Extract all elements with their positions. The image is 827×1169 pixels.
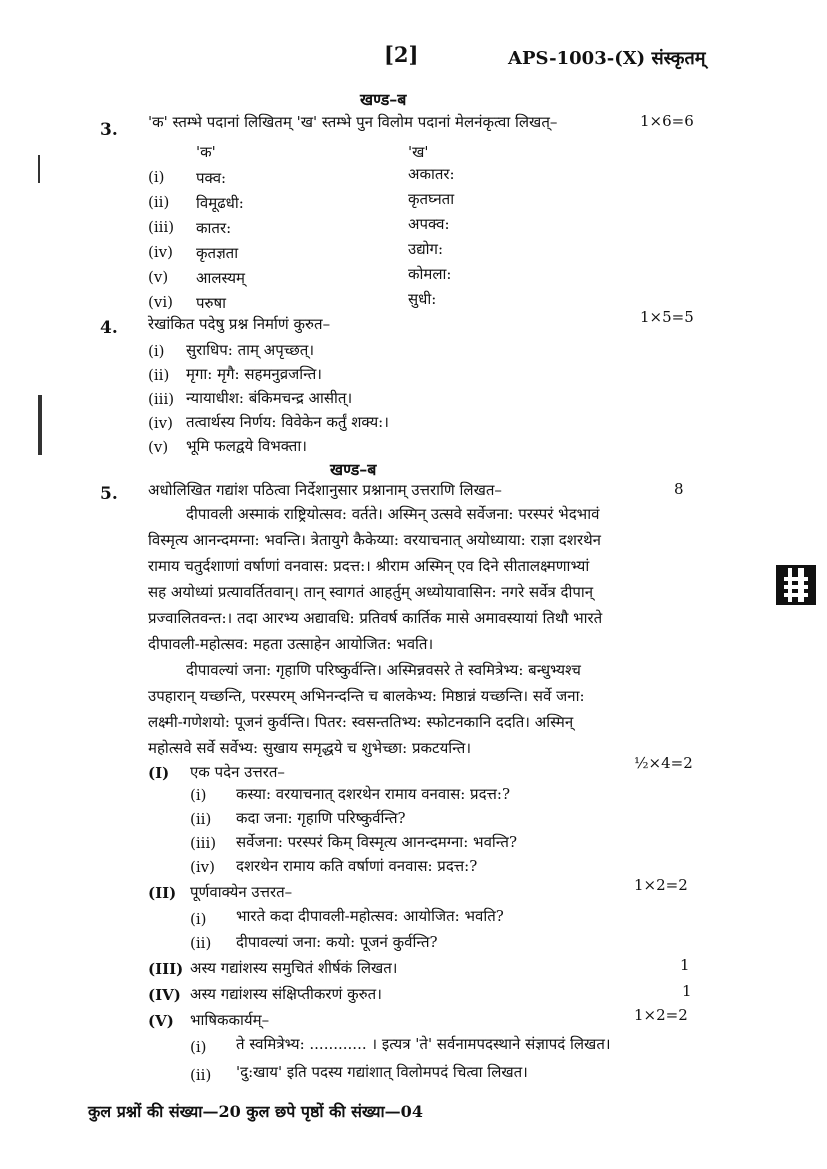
q5-part1-item-num: (iii) — [190, 834, 217, 852]
section-heading-2: खण्ड–ब — [330, 460, 377, 479]
q3-row-num: (v) — [148, 268, 169, 286]
q5-part5-item-text: 'दु:खाय' इति पदस्य गद्यांशात् विलोमपदं चित्वा लिखत। — [236, 1063, 528, 1081]
scan-artifact — [38, 395, 42, 455]
q3-row-a: कातर: — [196, 219, 232, 237]
q5-part1-item-num: (i) — [190, 786, 207, 804]
passage-line: दीपावल्यां जना: गृहाणि परिष्कुर्वन्ति। अस्मिन्नवसरे ते स्वमित्रेभ्य: बन्धुभ्यश्च — [186, 661, 581, 679]
q5-part1-item-text: सर्वेजना: परस्परं किम् विस्मृत्य आनन्दमग्ना: भवन्ति? — [236, 833, 518, 851]
q5-part5-item-num: (ii) — [190, 1066, 212, 1084]
q5-part2-item-num: (i) — [190, 910, 207, 928]
q5-part2-item-text: दीपावल्यां जना: कयो: पूजनं कुर्वन्ति? — [236, 933, 438, 951]
q4-item-text: तत्वार्थस्य निर्णय: विवेकेन कर्तुं शक्य:। — [186, 413, 389, 431]
paper-code: APS-1003-(X) संस्कृतम् — [508, 48, 706, 69]
q5-part3-title: अस्य गद्यांशस्य समुचितं शीर्षकं लिखत। — [190, 959, 398, 977]
q3-marks: 1×6=6 — [640, 112, 694, 130]
q3-row-b: कोमला: — [408, 265, 452, 283]
q3-row-b: उद्योग: — [408, 240, 444, 258]
q3-row-b: कृतघ्नता — [408, 190, 455, 208]
q5-part2-marks: 1×2=2 — [634, 876, 688, 894]
q5-part4-num: (IV) — [148, 986, 181, 1004]
q5-marks: 8 — [674, 480, 684, 498]
q4-text: रेखांकित पदेषु प्रश्न निर्माणं कुरुत– — [148, 315, 331, 333]
q4-item-num: (iv) — [148, 414, 173, 432]
q5-part1-item-num: (iv) — [190, 858, 215, 876]
q3-column-a-label: 'क' — [196, 143, 216, 161]
q4-item-text: मृगा: मृगै: सहमनुव्रजन्ति। — [186, 365, 322, 383]
q4-item-num: (i) — [148, 342, 165, 360]
q5-part2-item-text: भारते कदा दीपावली-महोत्सव: आयोजित: भवति? — [236, 907, 504, 925]
q4-item-text: सुराधिप: ताम् अपृच्छत्। — [186, 341, 315, 359]
q3-row-a: पक्व: — [196, 169, 227, 187]
qr-code-icon — [776, 565, 816, 605]
q3-row-b: अकातर: — [408, 165, 455, 183]
q5-part1-item-text: कदा जना: गृहाणि परिष्कुर्वन्ति? — [236, 809, 406, 827]
q4-marks: 1×5=5 — [640, 308, 694, 326]
q5-part5-item-text: ते स्वमित्रेभ्य: ............ । इत्यत्र 'ते' सर्वनामपदस्थाने संज्ञापदं लिखत। — [236, 1035, 611, 1053]
q3-row-a: आलस्यम् — [196, 269, 246, 287]
passage-line: रामाय चतुर्दशाणां वर्षाणां वनवास: प्रदत्त:। श्रीराम अस्मिन् एव दिने सीतालक्ष्मणाभ्यां — [148, 557, 590, 575]
passage-line: प्रज्वालितवन्त:। तदा आरभ्य अद्यावधि: प्रतिवर्ष कार्तिक मासे अमावस्यायां तिथौ भारते — [148, 609, 603, 627]
q3-number: 3. — [100, 120, 118, 140]
q3-row-num: (iv) — [148, 243, 173, 261]
scan-artifact — [38, 155, 40, 183]
q4-number: 4. — [100, 318, 118, 338]
q4-item-text: न्यायाधीश: बंकिमचन्द्र आसीत्। — [186, 389, 353, 407]
q3-row-a: परुषा — [196, 294, 227, 312]
q5-part5-item-num: (i) — [190, 1038, 207, 1056]
q5-part3-num: (III) — [148, 960, 184, 978]
q3-row-a: कृतज्ञता — [196, 244, 239, 262]
section-heading-1: खण्ड–ब — [360, 90, 407, 109]
q5-text: अधोलिखित गद्यांश पठित्वा निर्देशानुसार प्रश्नानाम् उत्तराणि लिखत– — [148, 481, 502, 499]
q5-part4-title: अस्य गद्यांशस्य संक्षिप्तीकरणं कुरुत। — [190, 985, 382, 1003]
q5-part1-item-num: (ii) — [190, 810, 212, 828]
q5-part1-item-text: दशरथेन रामाय कति वर्षाणां वनवास: प्रदत्त:? — [236, 857, 478, 875]
passage-line: उपहारान् यच्छन्ति, परस्परम् अभिनन्दन्ति च बालकेभ्य: मिष्ठान्नं यच्छन्ति। सर्वे जना: — [148, 687, 585, 705]
q5-part5-title: भाषिककार्यम्– — [190, 1011, 270, 1029]
q5-part2-num: (II) — [148, 884, 177, 902]
q4-item-num: (v) — [148, 438, 169, 456]
passage-line: दीपावली अस्माकं राष्ट्रियोत्सव: वर्तते। अस्मिन् उत्सवे सर्वेजना: परस्परं भेदभावं — [186, 505, 600, 523]
passage-line: दीपावली-महोत्सव: महता उत्साहेन आयोजित: भवति। — [148, 635, 434, 653]
q5-number: 5. — [100, 484, 118, 504]
q3-text: 'क' स्तम्भे पदानां लिखितम् 'ख' स्तम्भे पुन विलोम पदानां मेलनंकृत्वा लिखत्– — [148, 113, 558, 131]
q4-item-num: (ii) — [148, 366, 170, 384]
q3-column-b-label: 'ख' — [408, 143, 429, 161]
q3-row-num: (vi) — [148, 293, 173, 311]
q5-part4-marks: 1 — [682, 982, 692, 1000]
q3-row-num: (i) — [148, 168, 165, 186]
q3-row-b: सुधी: — [408, 290, 437, 308]
passage-line: विस्मृत्य आनन्दमग्ना: भवन्ति। त्रेतायुगे कैकेय्या: वरयाचनात् अयोध्याया: राज्ञा दशरथेन — [148, 531, 601, 549]
q4-item-num: (iii) — [148, 390, 175, 408]
q3-row-a: विमूढधी: — [196, 194, 244, 212]
q4-item-text: भूमि फलद्वये विभक्ता। — [186, 437, 307, 455]
q3-row-num: (ii) — [148, 193, 170, 211]
passage-line: महोत्सवे सर्वे सर्वेभ्य: सुखाय समृद्धये च शुभेच्छा: प्रकटयन्ति। — [148, 739, 472, 757]
page-footer: कुल प्रश्नों की संख्या—20 कुल छपे पृष्ठों की संख्या—04 — [88, 1102, 423, 1121]
q3-row-b: अपक्व: — [408, 215, 450, 233]
q5-part1-item-text: कस्या: वरयाचनात् दशरथेन रामाय वनवास: प्रदत्त:? — [236, 785, 511, 803]
q5-part5-num: (V) — [148, 1012, 174, 1030]
passage-line: लक्ष्मी-गणेशयो: पूजनं कुर्वन्ति। पितर: स्वसन्ततिभ्य: स्फोटनकानि ददति। अस्मिन् — [148, 713, 574, 731]
q5-part5-marks: 1×2=2 — [634, 1006, 688, 1024]
q5-part2-title: पूर्णवाक्येन उत्तरत– — [190, 883, 293, 901]
q5-part1-num: (I) — [148, 764, 170, 782]
page-number: [2] — [384, 42, 419, 67]
q5-part1-title: एक पदेन उत्तरत– — [190, 763, 285, 781]
passage-line: सह अयोध्यां प्रत्यावर्तितवान्। तान् स्वागतं आहर्तुम् अध्योयावासिन: नगरे सर्वेत्र दीपान् — [148, 583, 594, 601]
q3-row-num: (iii) — [148, 218, 175, 236]
q5-part3-marks: 1 — [680, 956, 690, 974]
q5-part1-marks: ½×4=2 — [634, 754, 693, 772]
q5-part2-item-num: (ii) — [190, 934, 212, 952]
